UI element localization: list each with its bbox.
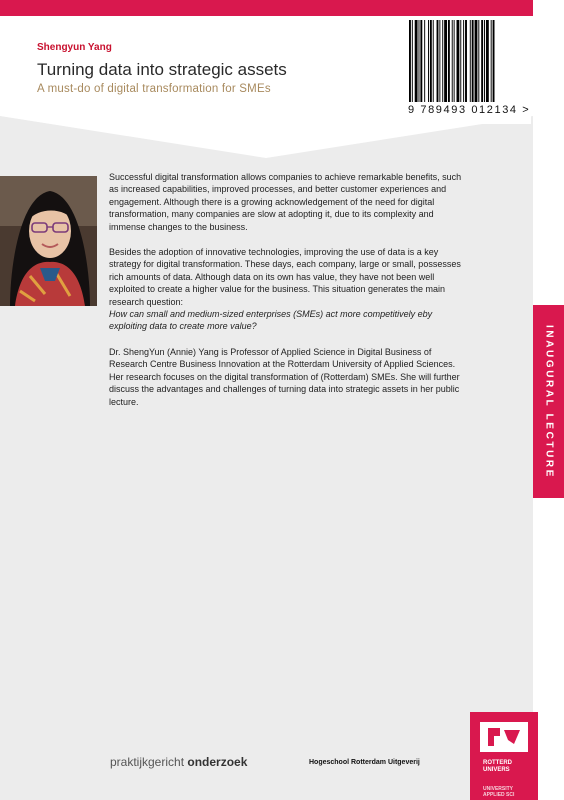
top-accent-bar	[0, 0, 533, 16]
side-tab-label: INAUGURAL LECTURE	[543, 324, 554, 479]
publisher-name: Hogeschool Rotterdam Uitgeverij	[309, 759, 420, 766]
series-bold: onderzoek	[187, 755, 248, 769]
body-text	[109, 171, 469, 421]
author-name: Shengyun Yang	[37, 42, 112, 53]
paragraph-research-text: Besides the adoption of innovative technologies, improving the use of data is a key strategy for digital transformation. These days, each company, large or small, possesses rich amounts of data. Although data on its own has value, they have not been well exploited to create a higher value for the business. This situation generates the main research question:	[109, 247, 461, 307]
series-light: praktijkgericht	[110, 755, 185, 769]
series-name	[110, 755, 247, 769]
logo-line-1: ROTTERD	[483, 760, 512, 766]
inaugural-lecture-tab	[533, 305, 564, 498]
paragraph-research	[109, 246, 469, 333]
barcode-bars	[407, 20, 527, 102]
university-logo	[470, 712, 538, 800]
logo-line-4: APPLIED SCI	[483, 792, 515, 798]
author-photo	[0, 176, 97, 306]
book-subtitle: A must-do of digital transformation for SMEs	[37, 83, 271, 95]
paragraph-bio: Dr. ShengYun (Annie) Yang is Professor of Applied Science in Digital Business of Research Centre Business Innovation at the Rotterdam University of Applied Sciences. Her research focuses on the digital transformation of (Rotterdam) SMEs. She will further discuss the advantages and challenges of turning data into strategic assets in her public lecture.	[109, 346, 460, 407]
book-title: Turning data into strategic assets	[37, 60, 287, 79]
paragraph-intro: Successful digital transformation allows companies to achieve remarkable benefits, such as increased capabilities, improved processes, and better customer experiences and engagement. Although there is a growing acknowledgement of the need for digital transformation, many companies are slow at adopting it, due to its complexity and immense changes to the business.	[109, 172, 462, 232]
isbn-number: 9 789493 012134 >	[408, 104, 531, 116]
logo-text	[483, 760, 514, 798]
research-question: How can small and medium-sized enterprises (SMEs) act more competitively eby exploiting data to create more value?	[109, 309, 433, 332]
logo-line-2: UNIVERS	[483, 767, 510, 773]
logo-line-3: UNIVERSITY	[483, 786, 514, 792]
